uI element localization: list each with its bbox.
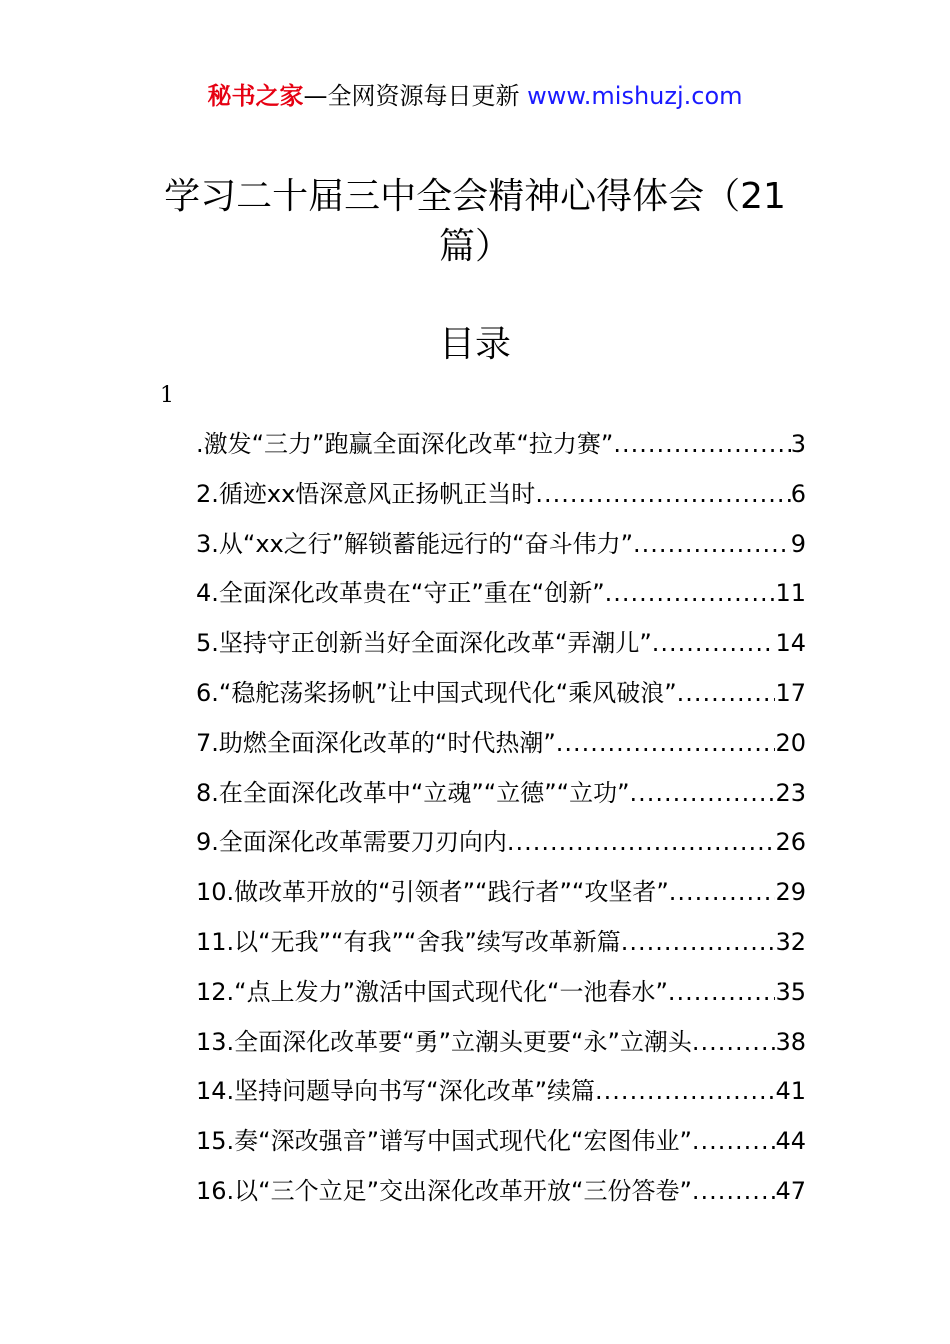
site-url-link[interactable]: www.mishuzj.com	[527, 82, 743, 110]
toc-entry-page: 9	[790, 529, 806, 558]
toc-entry-title: 5.坚持守正创新当好全面深化改革“弄潮儿”	[196, 629, 652, 658]
toc-dot-leader	[556, 719, 776, 769]
document-title: 学习二十届三中全会精神心得体会（21篇）	[164, 176, 786, 267]
toc-entry-title: 4.全面深化改革贵在“守正”重在“创新”	[196, 579, 605, 608]
toc-dot-leader	[692, 1167, 776, 1217]
toc-entry-page: 20	[775, 728, 806, 757]
site-banner	[0, 80, 950, 112]
toc-entry[interactable]	[196, 1117, 806, 1167]
toc-entry-page: 35	[775, 977, 806, 1006]
toc-entry-page: 26	[775, 828, 806, 857]
toc-entry-page: 6	[790, 479, 806, 508]
toc-entry[interactable]	[196, 769, 806, 819]
toc-dot-leader	[692, 1018, 776, 1068]
toc-dot-leader	[605, 569, 776, 619]
toc-entry-title: 12.“点上发力”激活中国式现代化“一池春水”	[196, 977, 668, 1006]
toc-entry-page: 44	[775, 1127, 806, 1156]
toc-dot-leader	[507, 818, 776, 868]
toc-entry[interactable]	[196, 968, 806, 1018]
brand-name: 秘书之家	[207, 82, 304, 110]
toc-entry-title: 6.“稳舵荡桨扬帆”让中国式现代化“乘风破浪”	[196, 678, 677, 707]
toc-entry-title: 3.从“xx之行”解锁蓄能远行的“奋斗伟力”	[196, 529, 634, 558]
toc-entry[interactable]	[196, 818, 806, 868]
toc-entry-page: 11	[775, 579, 806, 608]
toc-entry[interactable]	[196, 619, 806, 669]
toc-dot-leader	[630, 769, 776, 819]
toc-entry-title: 13.全面深化改革要“勇”立潮头更要“永”立潮头	[196, 1027, 692, 1056]
toc-entry[interactable]	[196, 520, 806, 570]
toc-entry-title: .激发“三力”跑赢全面深化改革“拉力赛”	[196, 430, 614, 458]
toc-entry-page: 41	[775, 1077, 806, 1106]
toc-entry-page: 17	[775, 678, 806, 707]
toc-dot-leader	[677, 669, 776, 719]
toc-dot-leader	[668, 968, 776, 1018]
toc-entry-page: 47	[775, 1176, 806, 1205]
toc-entry-title: 8.在全面深化改革中“立魂”“立德”“立功”	[196, 778, 630, 807]
toc-entry[interactable]	[196, 569, 806, 619]
toc-dot-leader	[535, 470, 790, 520]
toc-entry-page: 14	[775, 629, 806, 658]
toc-entry[interactable]	[196, 719, 806, 769]
toc-entry-title: 15.奏“深改强音”谱写中国式现代化“宏图伟业”	[196, 1127, 692, 1156]
toc-dot-leader	[595, 1067, 775, 1117]
toc-entry[interactable]	[196, 1167, 806, 1217]
toc-dot-leader	[692, 1117, 776, 1167]
toc-entry[interactable]	[196, 868, 806, 918]
toc-dot-leader	[621, 918, 776, 968]
toc-entry[interactable]	[196, 918, 806, 968]
toc-entry-title: 7.助燃全面深化改革的“时代热潮”	[196, 728, 556, 757]
toc-entry-page: 23	[775, 778, 806, 807]
toc-entry-title: 10.做改革开放的“引领者”“践行者”“攻坚者”	[196, 878, 669, 907]
toc-dot-leader	[669, 868, 776, 918]
toc-entry[interactable]	[196, 420, 806, 470]
toc-entry-title: 16.以“三个立足”交出深化改革开放“三份答卷”	[196, 1176, 692, 1205]
toc-entry-title: 11.以“无我”“有我”“舍我”续写改革新篇	[196, 927, 621, 956]
toc-entry-title: 14.坚持问题导向书写“深化改革”续篇	[196, 1077, 596, 1106]
toc-dot-leader	[633, 520, 791, 570]
toc-dot-leader	[652, 619, 776, 669]
toc-entry-page: 32	[775, 927, 806, 956]
toc-entry-title: 2.循迹xx悟深意风正扬帆正当时	[196, 479, 536, 508]
banner-tagline: —全网资源每日更新	[303, 82, 528, 110]
toc-entry-title: 9.全面深化改革需要刀刃向内	[196, 828, 507, 857]
toc-entry[interactable]	[196, 470, 806, 520]
toc-entry[interactable]	[196, 1067, 806, 1117]
toc-entry[interactable]	[196, 1018, 806, 1068]
toc-dot-leader	[613, 420, 790, 470]
toc-entry-page: 3	[790, 430, 806, 458]
toc-entry-page: 29	[775, 878, 806, 907]
toc-heading: 目录	[438, 324, 511, 365]
table-of-contents	[196, 420, 806, 1217]
page-marker: 1	[160, 383, 174, 408]
toc-entry[interactable]	[196, 669, 806, 719]
toc-entry-page: 38	[775, 1027, 806, 1056]
